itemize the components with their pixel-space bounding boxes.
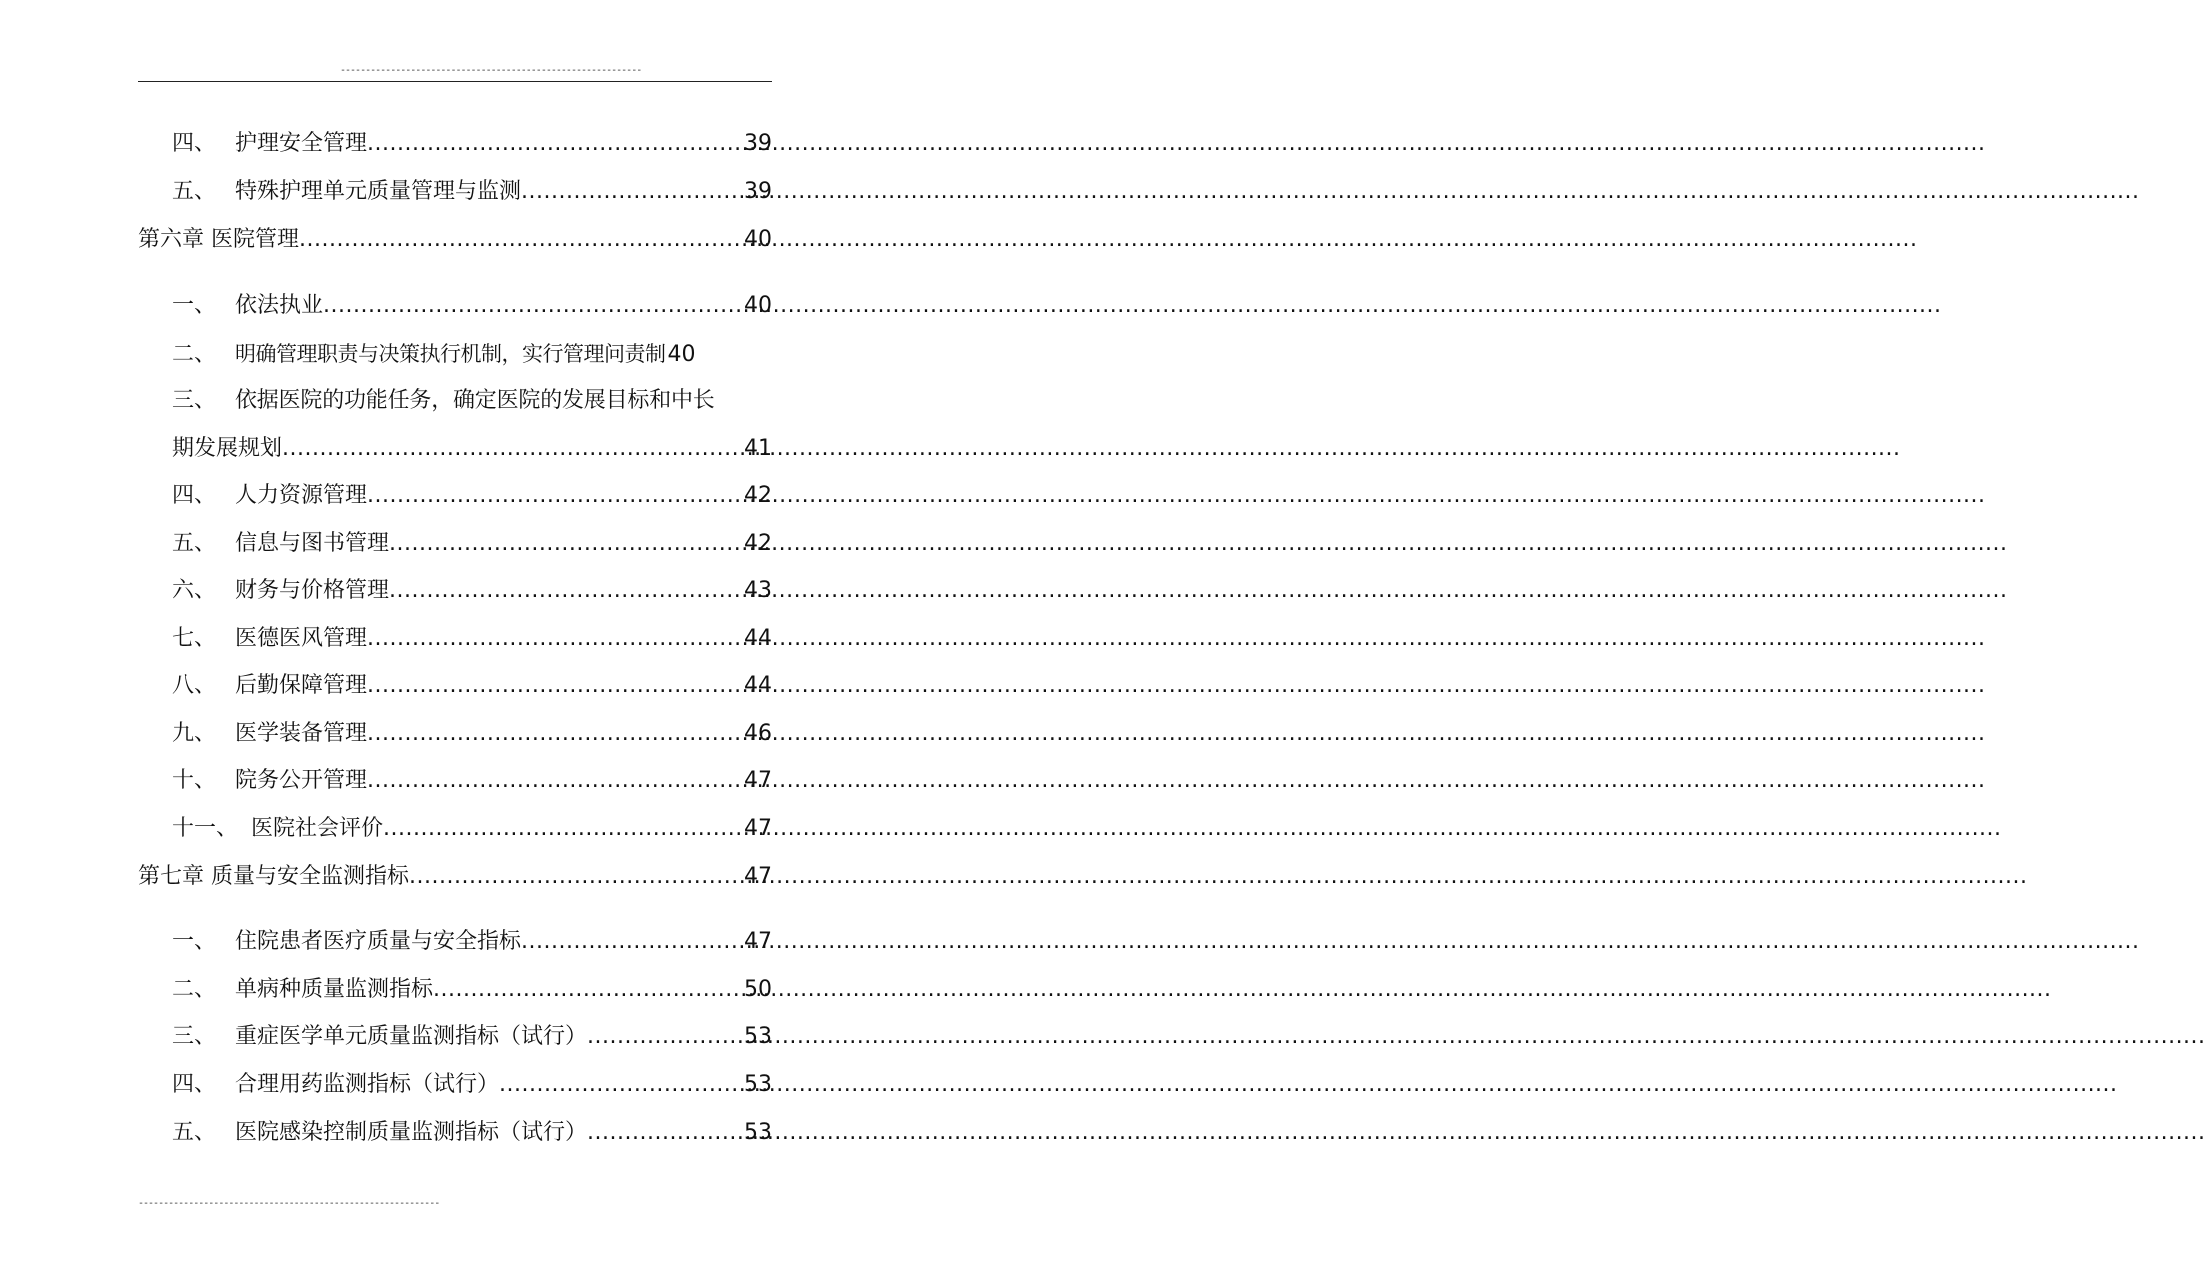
footer-dashes: ------------------------------------------------------------: [138, 1198, 440, 1209]
toc-number: 五、: [172, 1120, 217, 1145]
toc-title: 依法执业: [235, 293, 324, 318]
toc-number: 二、: [172, 342, 217, 367]
toc-entry[interactable]: [172, 1067, 772, 1103]
toc-title: 重症医学单元质量监测指标（试行）: [235, 1024, 588, 1049]
toc-leader: [389, 573, 742, 609]
toc-leader: [299, 222, 742, 258]
toc-page: 53: [744, 1120, 772, 1145]
toc-title: 特殊护理单元质量管理与监测: [235, 179, 522, 204]
toc-page: 47: [744, 929, 772, 954]
toc-title: 明确管理职责与决策执行机制，实行管理问责制: [235, 342, 666, 366]
toc-page: 40: [744, 227, 772, 252]
toc-leader: [433, 972, 742, 1008]
toc-page: 50: [744, 977, 772, 1002]
toc-entry-continuation[interactable]: [172, 431, 772, 467]
toc-leader: [367, 126, 742, 162]
toc-entry[interactable]: [172, 621, 772, 657]
toc-page: 44: [744, 626, 772, 651]
toc-title: 期发展规划: [172, 436, 283, 461]
toc-leader: [367, 668, 742, 704]
toc-page: 53: [744, 1072, 772, 1097]
toc-entry[interactable]: [172, 972, 772, 1008]
toc-title: 医院社会评价: [251, 816, 384, 841]
toc-leader: [587, 1115, 742, 1151]
toc-leader: [367, 478, 742, 514]
toc-entry[interactable]: [172, 763, 772, 799]
toc-entry[interactable]: [172, 1115, 772, 1151]
toc-number: 八、: [172, 673, 217, 698]
toc-leader: [367, 716, 742, 752]
toc-number: 四、: [172, 131, 217, 156]
toc-title: 财务与价格管理: [235, 578, 390, 603]
toc-leader: [389, 526, 742, 562]
toc-entry[interactable]: [172, 126, 772, 162]
toc-entry[interactable]: [172, 811, 772, 847]
toc-page: 44: [744, 673, 772, 698]
toc-leader: [521, 174, 742, 210]
toc-leader: [521, 924, 742, 960]
toc-page: 40: [667, 342, 696, 367]
toc-page: 47: [744, 768, 772, 793]
toc-page: 39: [744, 131, 772, 156]
toc-title: 合理用药监测指标（试行）: [235, 1072, 500, 1097]
toc-leader: [282, 431, 742, 467]
toc-page: 43: [744, 578, 772, 603]
toc-title: 后勤保障管理: [235, 673, 368, 698]
toc-number: 九、: [172, 721, 217, 746]
toc-entry[interactable]: [172, 383, 772, 419]
toc-title: 医德医风管理: [235, 626, 368, 651]
toc-title: 住院患者医疗质量与安全指标: [235, 929, 522, 954]
toc-number: 三、: [172, 1024, 217, 1049]
toc-number: 三、: [172, 388, 217, 413]
toc-title: 单病种质量监测指标: [235, 977, 434, 1002]
toc-page: 42: [744, 531, 772, 556]
toc-chapter-title: 第七章 质量与安全监测指标: [138, 864, 409, 889]
toc-title: 护理安全管理: [235, 131, 368, 156]
toc-number: 二、: [172, 977, 217, 1002]
toc-page: 42: [744, 483, 772, 508]
toc-page: 47: [744, 816, 772, 841]
toc-number: 十一、: [172, 816, 239, 841]
toc-page: 47: [744, 864, 772, 889]
toc-number: 四、: [172, 483, 217, 508]
toc-leader: [499, 1067, 742, 1103]
toc-chapter-entry[interactable]: [138, 859, 772, 895]
toc-entry[interactable]: [172, 478, 772, 514]
toc-page: 41: [744, 436, 772, 461]
toc-entry[interactable]: [172, 924, 772, 960]
toc-entry[interactable]: [172, 716, 772, 752]
toc-entry[interactable]: [172, 573, 772, 609]
toc-number: 七、: [172, 626, 217, 651]
toc-leader: [409, 859, 742, 895]
toc-title: 院务公开管理: [235, 768, 368, 793]
toc-entry[interactable]: [172, 668, 772, 704]
toc-page: 46: [744, 721, 772, 746]
header-dashes: ------------------------------------------------------------: [340, 65, 642, 76]
toc-leader: [367, 763, 742, 799]
toc-leader: [323, 288, 742, 324]
toc-title: 医院感染控制质量监测指标（试行）: [235, 1120, 588, 1145]
toc-title: 人力资源管理: [235, 483, 368, 508]
toc-entry[interactable]: [172, 336, 772, 372]
toc-entry[interactable]: [172, 1019, 772, 1055]
toc-entry[interactable]: [172, 526, 772, 562]
toc-chapter-title: 第六章 医院管理: [138, 227, 299, 252]
toc-title: 医学装备管理: [235, 721, 368, 746]
toc-page: 40: [744, 293, 772, 318]
toc-number: 一、: [172, 929, 217, 954]
toc-leader: [383, 811, 742, 847]
toc-number: 五、: [172, 531, 217, 556]
toc-leader: [587, 1019, 742, 1055]
toc-leader: [367, 621, 742, 657]
toc-page: 39: [744, 179, 772, 204]
toc-number: 六、: [172, 578, 217, 603]
header-rule: [138, 81, 772, 82]
toc-chapter-entry[interactable]: [138, 222, 772, 258]
toc-number: 一、: [172, 293, 217, 318]
toc-title: 依据医院的功能任务，确定医院的发展目标和中长: [235, 388, 715, 413]
toc-entry[interactable]: [172, 288, 772, 324]
toc-number: 四、: [172, 1072, 217, 1097]
toc-page: 53: [744, 1024, 772, 1049]
toc-number: 十、: [172, 768, 217, 793]
toc-title: 信息与图书管理: [235, 531, 390, 556]
toc-number: 五、: [172, 179, 217, 204]
toc-entry[interactable]: [172, 174, 772, 210]
